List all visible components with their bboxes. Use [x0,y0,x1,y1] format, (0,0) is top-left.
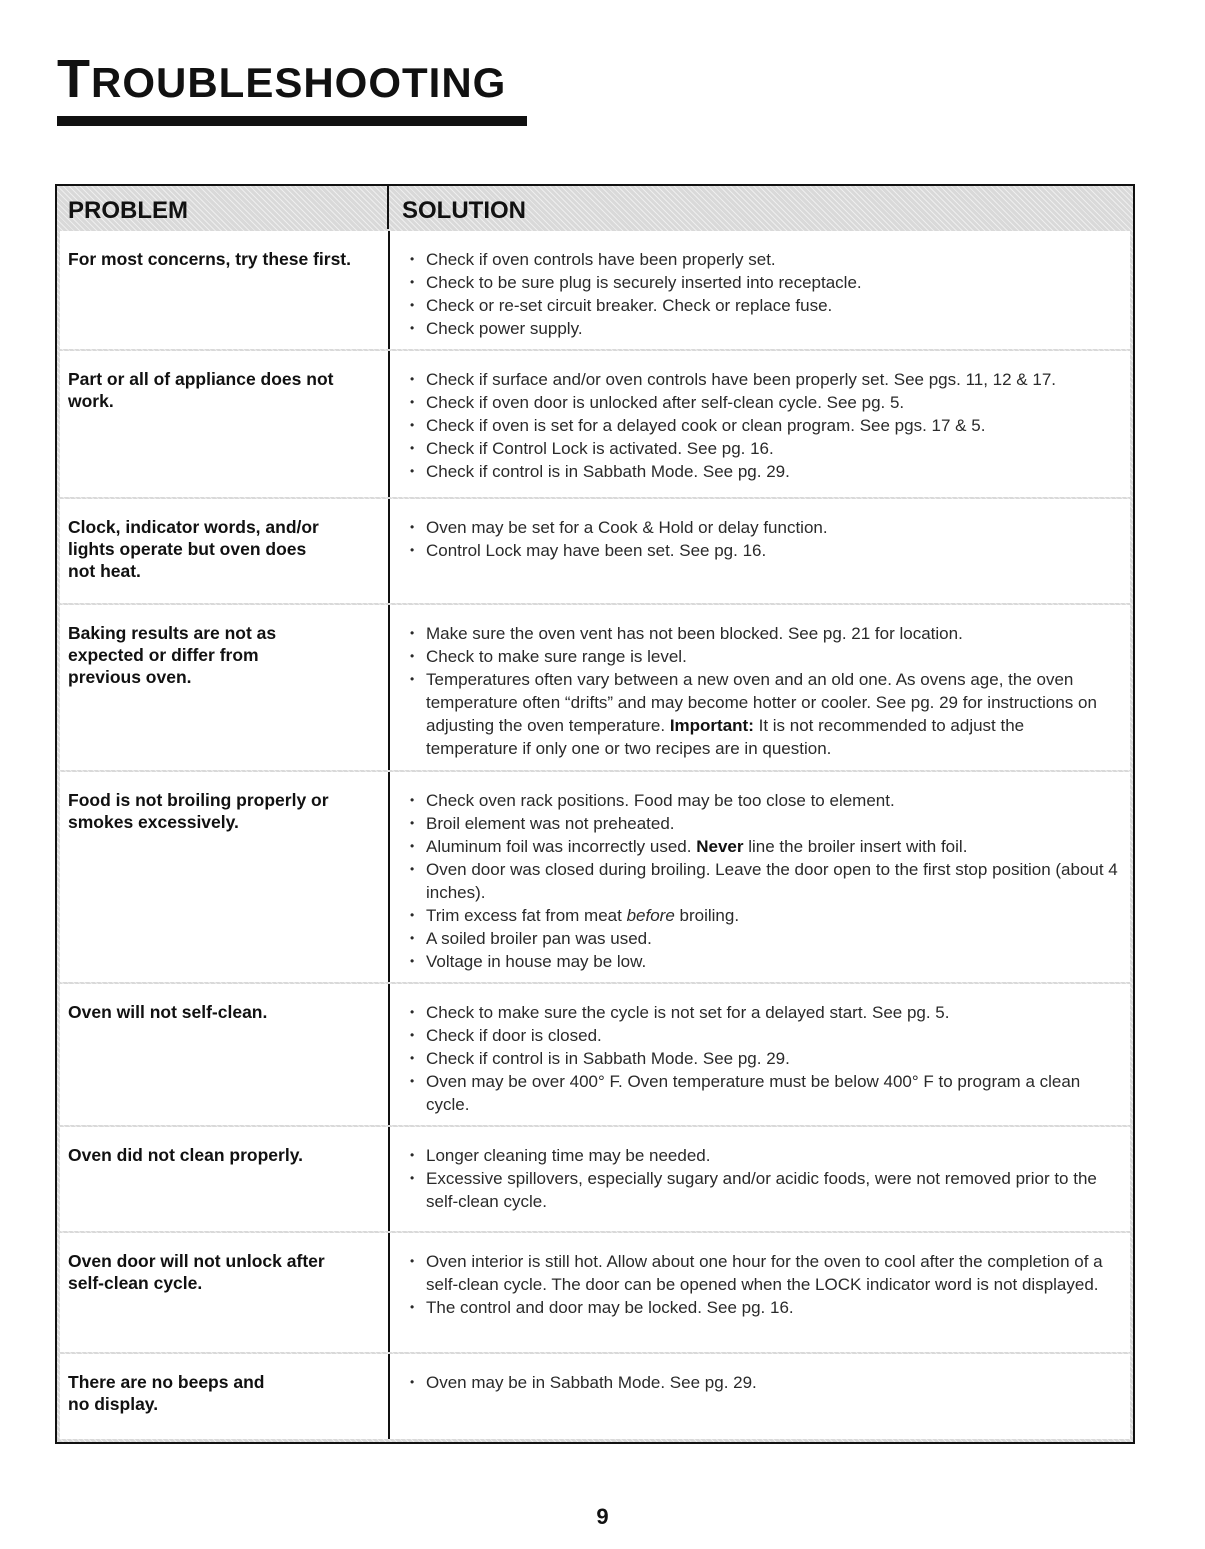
column-divider [388,231,390,349]
solution-item [410,1167,1120,1213]
solution-text: The control and door may be locked. See pg. 16. [426,1298,794,1317]
solution-item [410,460,1120,483]
solution-text: Broil element was not preheated. [426,814,675,833]
solution-list [410,789,1120,973]
solution-text: Control Lock may have been set. See pg. 16. [426,541,767,560]
solution-text: Check power supply. [426,319,583,338]
solution-text: Longer cleaning time may be needed. [426,1146,711,1165]
solution-item [410,391,1120,414]
solution-list [410,1144,1120,1213]
column-divider [388,1354,390,1439]
table-row [60,1127,1130,1231]
column-divider [388,1233,390,1352]
title-initial: T [57,49,91,109]
solution-item [410,1024,1120,1047]
solution-column-header: SOLUTION [402,197,526,224]
column-divider [388,605,390,770]
solution-item [410,317,1120,340]
solution-list [410,516,1120,562]
solution-item [410,1144,1120,1167]
solution-text: A soiled broiler pan was used. [426,929,652,948]
problem-text: Baking results are not as expected or differ from previous oven. [68,623,277,687]
solution-text: Oven door was closed during broiling. Leave the door open to the first stop position (about 4 inches). [426,860,1118,902]
column-divider [388,772,390,982]
title-rest: ROUBLESHOOTING [91,59,507,106]
solution-text: Make sure the oven vent has not been blocked. See pg. 21 for location. [426,624,963,643]
table-row [60,231,1130,349]
solution-item [410,927,1120,950]
solution-item [410,271,1120,294]
solution-list [410,1001,1120,1116]
solution-text: Voltage in house may be low. [426,952,647,971]
emphasis-text: Never [696,837,744,856]
table-row [60,1354,1130,1439]
problem-column-header: PROBLEM [68,197,188,224]
problem-text: Part or all of appliance does not work. [68,369,334,411]
solution-text: Oven may be in Sabbath Mode. See pg. 29. [426,1373,757,1392]
table-row [60,984,1130,1125]
solution-item [410,248,1120,271]
solution-item [410,1371,1120,1394]
solution-text: Check oven rack positions. Food may be too close to element. [426,791,895,810]
page-number: 9 [596,1504,609,1529]
solution-list [410,622,1120,760]
solution-text: Aluminum foil was incorrectly used. [426,837,697,856]
solution-item [410,1047,1120,1070]
column-divider [388,984,390,1125]
solution-text: Trim excess fat from meat [426,906,627,925]
solution-item [410,414,1120,437]
table-row [60,351,1130,497]
solution-item [410,835,1120,858]
table-row [60,499,1130,603]
solution-text: Check if control is in Sabbath Mode. See pg. 29. [426,462,790,481]
solution-text: It is not recommended to adjust the temperature if only one or two recipes are in question. [426,716,1025,758]
problem-text: Oven door will not unlock after self-clean cycle. [68,1251,325,1293]
solution-text: Temperatures often vary between a new oven and an old one. As ovens age, the oven temperature often “drifts” and may become hotter or cooler. See pg. 29 for instructions on adjusting the oven temperature. [426,670,1097,735]
solution-item [410,645,1120,668]
problem-text: For most concerns, try these first. [68,249,351,269]
solution-item [410,516,1120,539]
solution-text: Check to make sure range is level. [426,647,687,666]
page-title [57,49,507,109]
solution-text: Check to be sure plug is securely inserted into receptacle. [426,273,862,292]
solution-text: Check if oven controls have been properly set. [426,250,776,269]
solution-item [410,904,1120,927]
solution-item [410,294,1120,317]
italic-text: before [626,906,675,925]
table-row [60,1233,1130,1352]
solution-text: Check if oven is set for a delayed cook or clean program. See pgs. 17 & 5. [426,416,986,435]
solution-text: Oven may be over 400° F. Oven temperature must be below 400° F to program a clean cycle. [426,1072,1081,1114]
problem-text: Oven did not clean properly. [68,1145,303,1165]
solution-list [410,1250,1120,1319]
column-divider [388,499,390,603]
column-divider [388,1127,390,1231]
solution-text: Check if control is in Sabbath Mode. See pg. 29. [426,1049,790,1068]
solution-text: Check if surface and/or oven controls have been properly set. See pgs. 11, 12 & 17. [426,370,1057,389]
problem-text: Food is not broiling properly or smokes excessively. [68,790,329,832]
solution-item [410,1250,1120,1296]
solution-item [410,950,1120,973]
solution-item [410,858,1120,904]
solution-text: Check if oven door is unlocked after self-clean cycle. See pg. 5. [426,393,905,412]
emphasis-text: Important: [669,716,754,735]
solution-text: Check or re-set circuit breaker. Check or replace fuse. [426,296,833,315]
solution-item [410,368,1120,391]
solution-list [410,248,1120,340]
solution-text: Check if door is closed. [426,1026,602,1045]
solution-item [410,437,1120,460]
solution-text: Check to make sure the cycle is not set for a delayed start. See pg. 5. [426,1003,950,1022]
column-divider [388,351,390,497]
solution-item [410,1001,1120,1024]
solution-text: Check if Control Lock is activated. See pg. 16. [426,439,774,458]
problem-text: Clock, indicator words, and/or lights operate but oven does not heat. [68,517,319,581]
table-row [60,605,1130,770]
table-row [60,772,1130,982]
solution-text: line the broiler insert with foil. [743,837,968,856]
problem-text: There are no beeps and no display. [68,1372,265,1414]
solution-list [410,368,1120,483]
header-divider [387,186,389,229]
solution-item [410,1070,1120,1116]
solution-text: broiling. [674,906,740,925]
solution-item [410,668,1120,760]
solution-item [410,1296,1120,1319]
solution-text: Oven interior is still hot. Allow about one hour for the oven to cool after the completion of a self-clean cycle. The door can be opened when the LOCK indicator word is not displayed. [426,1252,1103,1294]
solution-item [410,622,1120,645]
problem-text: Oven will not self-clean. [68,1002,268,1022]
solution-text: Excessive spillovers, especially sugary and/or acidic foods, were not removed prior to the self-clean cycle. [426,1169,1097,1211]
solution-item [410,812,1120,835]
solution-item [410,789,1120,812]
title-underline [57,116,527,126]
solution-text: Oven may be set for a Cook & Hold or delay function. [426,518,828,537]
solution-list [410,1371,1120,1394]
solution-item [410,539,1120,562]
